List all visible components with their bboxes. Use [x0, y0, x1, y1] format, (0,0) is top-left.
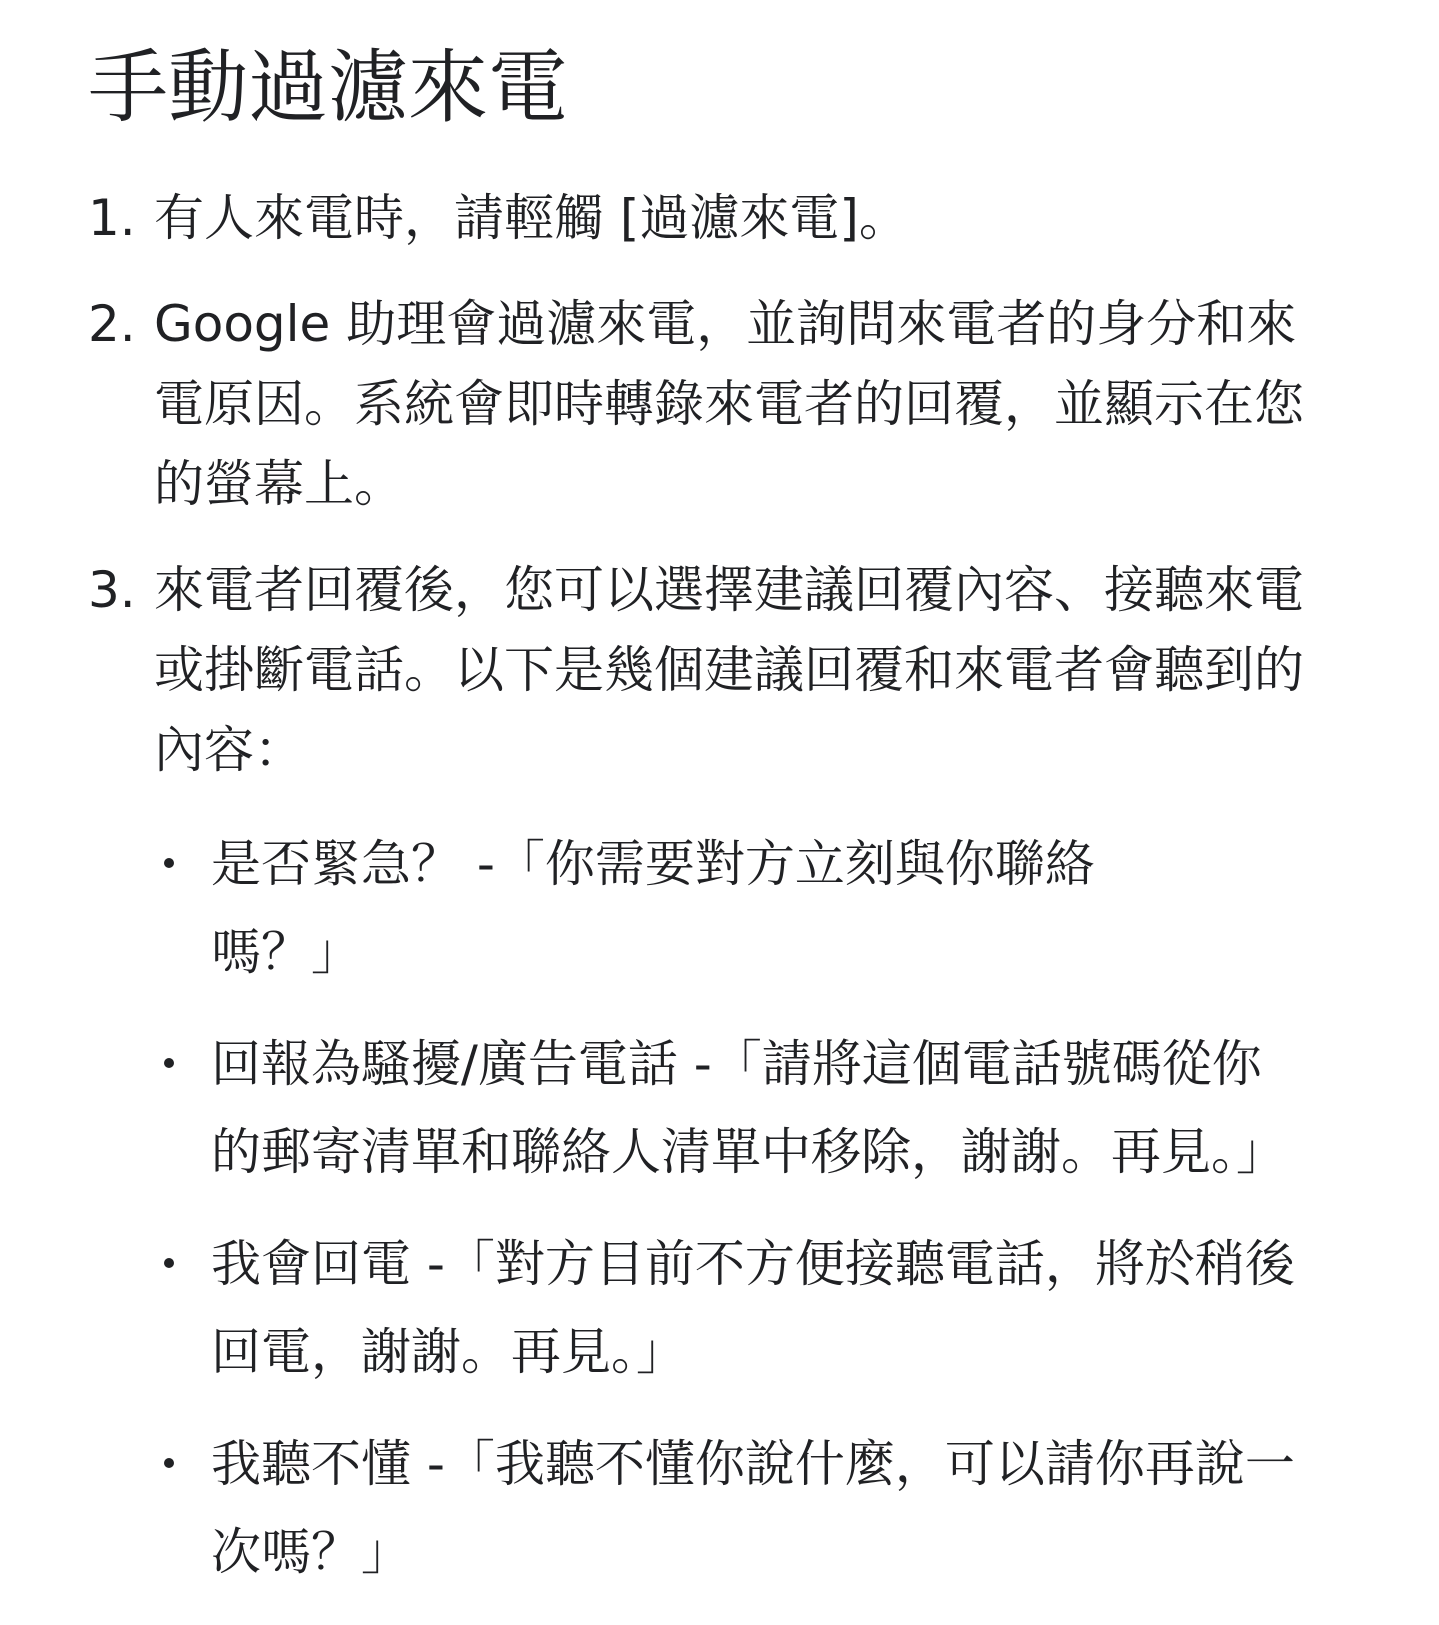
response-item-spam [154, 1020, 1379, 1196]
step-item-2 [88, 284, 1379, 524]
response-item-urgent [154, 820, 1379, 996]
step-item-1 [88, 178, 1379, 258]
step-text: 來電者回覆後，您可以選擇建議回覆內容、接聽來電或掛斷電話。以下是幾個建議回覆和來電者會聽到的內容： [154, 561, 1304, 779]
step-number: 2. [88, 295, 136, 353]
step-item-3 [88, 550, 1379, 1596]
response-text: 回報為騷擾/廣告電話 -「請將這個電話號碼從你的郵寄清單和聯絡人清單中移除，謝謝。再見。」 [211, 1035, 1286, 1181]
step-text: Google 助理會過濾來電，並詢問來電者的身分和來電原因。系統會即時轉錄來電者的回覆，並顯示在您的螢幕上。 [154, 295, 1304, 513]
step-number: 3. [88, 561, 136, 619]
response-text: 我會回電 -「對方目前不方便接聽電話，將於稍後回電，謝謝。再見。」 [211, 1235, 1295, 1381]
bullet-dot [164, 1058, 174, 1068]
bullet-dot [164, 1458, 174, 1468]
suggested-responses-list [154, 820, 1379, 1596]
bullet-dot [164, 1258, 174, 1268]
response-text: 我聽不懂 -「我聽不懂你說什麼，可以請你再說一次嗎？」 [211, 1435, 1295, 1581]
step-text: 有人來電時，請輕觸 [過濾來電]。 [154, 189, 909, 247]
steps-list [88, 178, 1379, 1596]
step-number: 1. [88, 189, 136, 247]
page-title: 手動過濾來電 [88, 41, 568, 134]
response-text: 是否緊急？ -「你需要對方立刻與你聯絡嗎？」 [211, 835, 1095, 981]
response-item-repeat [154, 1420, 1379, 1596]
bullet-dot [164, 858, 174, 868]
response-item-call-back [154, 1220, 1379, 1396]
